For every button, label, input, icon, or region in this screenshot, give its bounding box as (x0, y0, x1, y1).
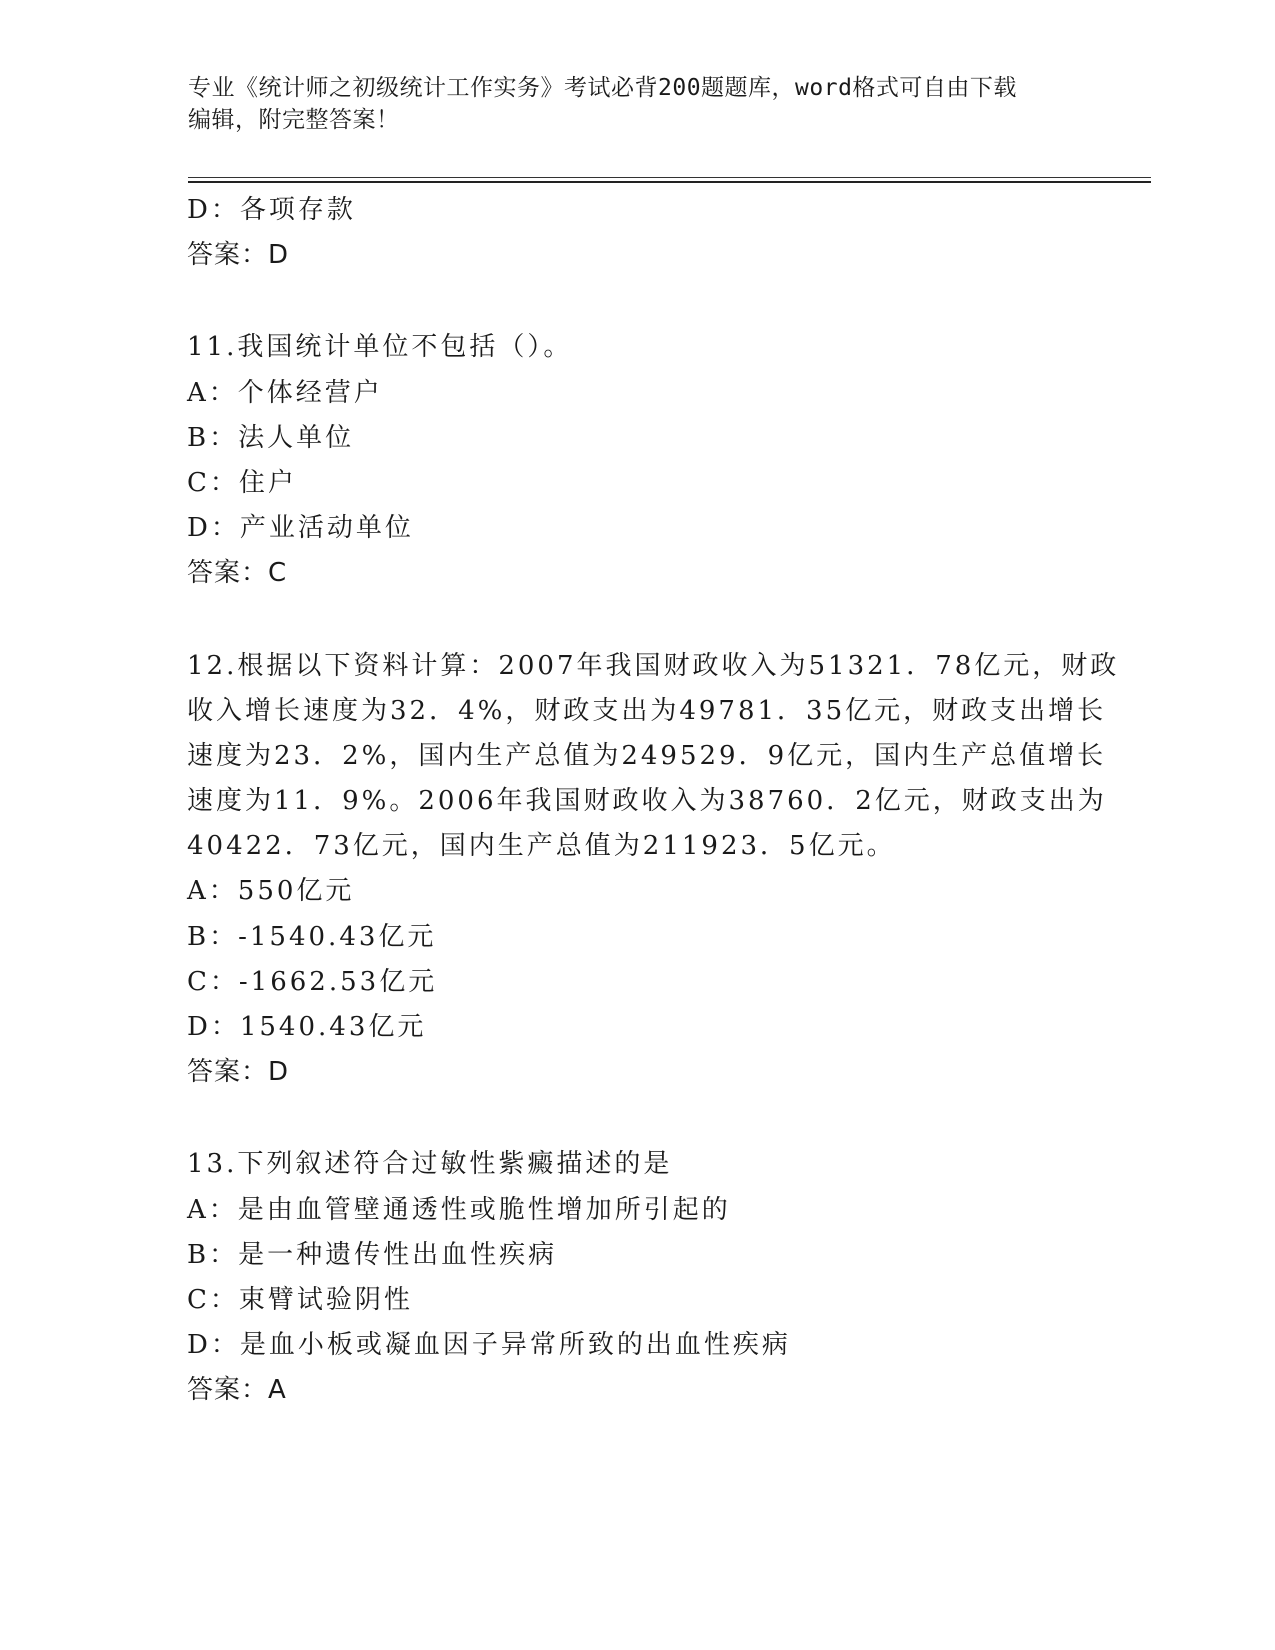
question-12 (187, 644, 1120, 1096)
answer: 答案：C (187, 558, 288, 589)
spacer (187, 597, 1107, 644)
question-10 (187, 188, 1107, 278)
option-d: D：产业活动单位 (187, 513, 414, 544)
option-b: B：是一种遗传性出血性疾病 (187, 1239, 558, 1270)
option-a: A：550亿元 (187, 876, 355, 907)
question-stem-line-4: 速度为11．9%。2006年我国财政收入为38760．2亿元，财政支出为 (187, 786, 1107, 817)
option-c: C：住户 (187, 467, 297, 498)
header-rule-thin (188, 177, 1151, 178)
option-d: D：1540.43亿元 (187, 1012, 427, 1042)
question-stem-line-1: 12.根据以下资料计算：2007年我国财政收入为51321．78亿元，财政 (187, 650, 1120, 681)
question-13 (187, 1142, 1107, 1413)
answer: 答案：D (187, 240, 290, 271)
answer: 答案：D (187, 1057, 290, 1088)
header-rule-thick (188, 181, 1151, 183)
question-list (187, 188, 1120, 1414)
option-a: A：个体经营户 (187, 377, 383, 408)
option-d: D：是血小板或凝血因子异常所致的出血性疾病 (187, 1330, 791, 1361)
question-11 (187, 325, 1107, 596)
spacer (187, 278, 1107, 325)
header-title-line-1: 专业《统计师之初级统计工作实务》考试必背200题题库，word格式可自由下载 (188, 75, 1017, 101)
option-a: A：是由血管壁通透性或脆性增加所引起的 (187, 1194, 731, 1225)
question-stem-line-5: 40422．73亿元，国内生产总值为211923．5亿元。 (187, 831, 896, 862)
spacer (187, 1095, 1107, 1142)
question-stem-line-2: 收入增长速度为32．4%，财政支出为49781．35亿元，财政支出增长 (187, 695, 1107, 726)
option-b: B：法人单位 (187, 422, 355, 453)
answer: 答案：A (187, 1375, 287, 1406)
option-b: B：-1540.43亿元 (187, 921, 437, 952)
option-c: C：-1662.53亿元 (187, 966, 438, 997)
option-d: D：各项存款 (187, 195, 356, 225)
option-c: C：束臂试验阴性 (187, 1284, 413, 1315)
header-title-line-2: 编辑，附完整答案！ (188, 107, 400, 133)
document-header (188, 72, 1068, 136)
question-stem: 13.下列叙述符合过敏性紫癜描述的是 (187, 1149, 673, 1180)
question-stem: 11.我国统计单位不包括（）。 (187, 332, 573, 363)
question-stem-line-3: 速度为23．2%，国内生产总值为249529．9亿元，国内生产总值增长 (187, 740, 1107, 771)
